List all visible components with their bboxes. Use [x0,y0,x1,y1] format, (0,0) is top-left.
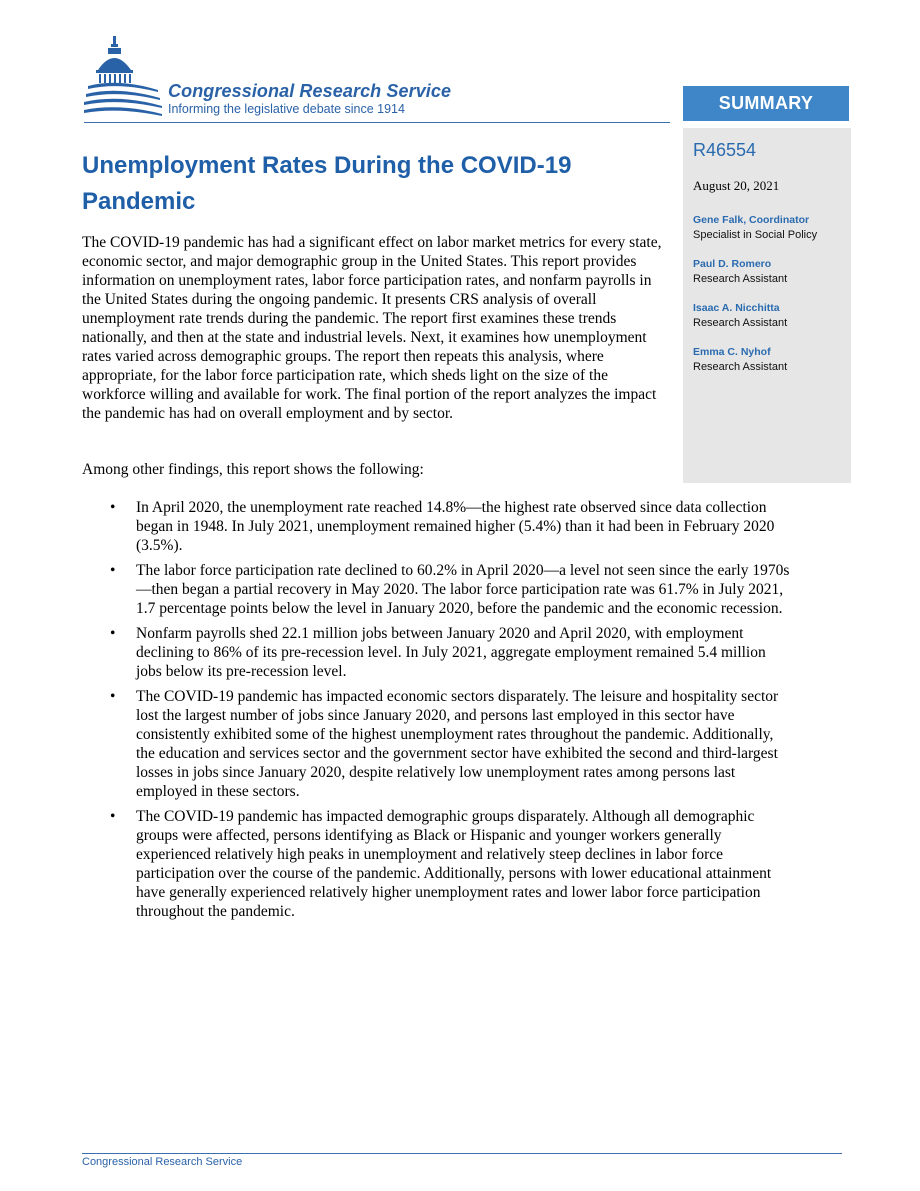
footer-divider [82,1153,842,1154]
author-name: Isaac A. Nicchitta [693,302,780,314]
finding-item [82,807,792,921]
findings-lead: Among other findings, this report shows the following: [82,461,424,478]
summary-sidebar [683,128,851,483]
intro-paragraph: The COVID-19 pandemic has had a significant effect on labor market metrics for every state, economic sector, and major demographic group in the United States. This report provides information on unemployment rates, labor force participation rates, and nonfarm payrolls in the United States during the ongoing pandemic. It presents CRS analysis of overall unemployment rate trends during the pandemic. The report first examines these trends nationally, and then at the state and industrial levels. Next, it examines how unemployment rates varied across demographic groups. The report then repeats this analysis, where appropriate, for the labor force participation rate, which sheds light on the size of the workforce willing and available for work. The final portion of the report analyzes the impact the pandemic has had on overall employment and by sector. [82,234,662,422]
report-date: August 20, 2021 [693,178,780,193]
finding-text: Nonfarm payrolls shed 22.1 million jobs between January 2020 and April 2020, with employment declining to 86% of its pre-recession level. In July 2021, aggregate employment remained 5.4 million jobs below its pre-recession level. [136,625,766,680]
finding-item [82,687,792,801]
header-divider [84,122,670,123]
finding-text: The COVID-19 pandemic has impacted demographic groups disparately. Although all demographic groups were affected, persons identifying as Black or Hispanic and younger workers generally experienced relatively high peaks in unemployment and relatively steep declines in labor force participation over the course of the pandemic. Additionally, persons with lower educational attainment have generally experienced relatively higher unemployment rates and lower labor force participation throughout the pandemic. [136,808,772,920]
bullet-icon: • [110,688,116,705]
author-role: Specialist in Social Policy [693,229,818,241]
author-entry [693,258,851,285]
author-name: Emma C. Nyhof [693,346,771,358]
author-role: Research Assistant [693,361,788,373]
org-tagline: Informing the legislative debate since 1914 [168,102,405,116]
finding-text: The labor force participation rate declined to 60.2% in April 2020—a level not seen since the early 1970s—then began a partial recovery in May 2020. The labor force participation rate was 61.7% in July 2021, 1.7 percentage points below the level in January 2020, before the pandemic and the economic recession. [136,562,790,617]
finding-item [82,624,792,681]
report-number: R46554 [693,140,757,160]
org-name: Congressional Research Service [168,81,452,101]
author-role: Research Assistant [693,273,788,285]
finding-item [82,561,792,618]
author-entry [693,302,851,329]
author-entry [693,214,851,241]
author-entry [693,346,851,373]
crs-logo [84,34,484,120]
bullet-icon: • [110,499,116,516]
summary-label: SUMMARY [683,86,849,121]
author-name: Gene Falk, Coordinator [693,214,810,226]
capitol-dome-icon [84,34,162,120]
bullet-icon: • [110,808,116,825]
finding-text: The COVID-19 pandemic has impacted economic sectors disparately. The leisure and hospitality sector lost the largest number of jobs since January 2020, and persons last employed in this sector have consistently exhibited some of the highest unemployment rates throughout the pandemic. Additionally, the education and services sector and the government sector have exhibited the second and third-largest losses in jobs since January 2020, despite relatively low unemployment rates among persons last employed in these sectors. [136,688,779,800]
bullet-icon: • [110,625,116,642]
author-name: Paul D. Romero [693,258,772,270]
footer-org: Congressional Research Service [82,1156,243,1168]
author-role: Research Assistant [693,317,788,329]
finding-item [82,498,792,555]
finding-text: In April 2020, the unemployment rate reached 14.8%—the highest rate observed since data collection began in 1948. In July 2021, unemployment remained higher (5.4%) than it had been in February 2020 (3.5%). [136,499,775,554]
report-title: Unemployment Rates During the COVID-19 Pandemic [82,152,572,215]
bullet-icon: • [110,562,116,579]
findings-list [82,498,792,927]
